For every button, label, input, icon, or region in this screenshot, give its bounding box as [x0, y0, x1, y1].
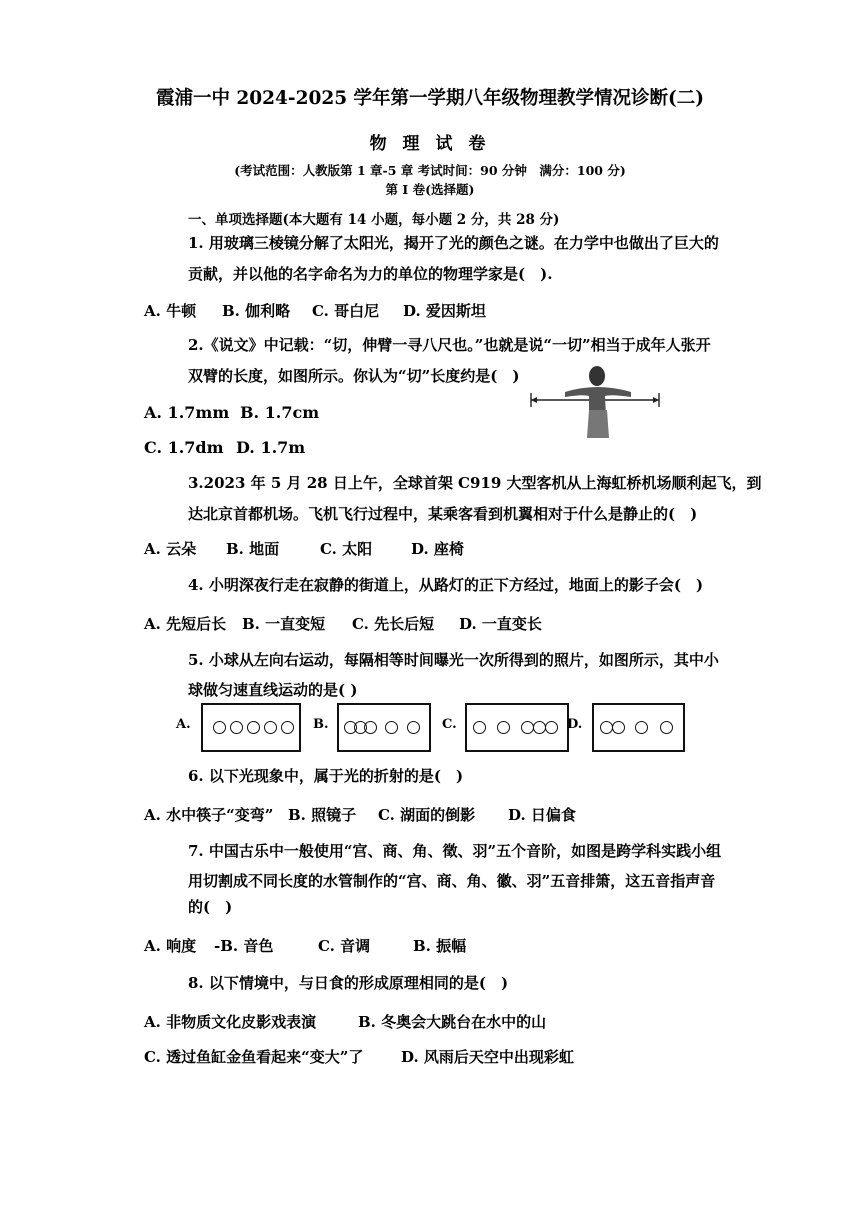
strip-d-label: D.	[567, 717, 583, 732]
motion-strip-a	[201, 703, 301, 752]
question-6-option-a: A. 水中筷子“变弯”	[144, 806, 274, 824]
question-6-option-b: B. 照镜子	[288, 806, 357, 824]
question-6-option-d: D. 日偏食	[508, 806, 576, 824]
question-7-line-1: 7. 中国古乐中一般使用“宫、商、角、徵、羽”五个音阶，如图是跨学科实践小组	[188, 842, 722, 860]
ball-icon	[364, 721, 377, 734]
motion-strip-c	[465, 703, 569, 752]
question-8-option-a: A. 非物质文化皮影戏表演	[144, 1013, 317, 1031]
motion-strip-d	[592, 703, 685, 752]
question-4-option-c: C. 先长后短	[352, 615, 435, 633]
section-heading: 一、单项选择题(本大题有 14 小题，每小题 2 分，共 28 分)	[188, 212, 560, 228]
ball-icon	[545, 721, 558, 734]
question-1-line-1: 1. 用玻璃三棱镜分解了太阳光，揭开了光的颜色之谜。在力学中也做出了巨大的	[188, 234, 719, 252]
question-2-option-d: D. 1.7m	[236, 438, 306, 457]
question-3-option-c: C. 太阳	[320, 540, 373, 558]
ball-icon	[473, 721, 486, 734]
question-3-option-b: B. 地面	[226, 540, 280, 558]
ball-icon	[612, 721, 625, 734]
question-7-option-b: -B. 音色	[214, 937, 274, 955]
question-4-line-1: 4. 小明深夜行走在寂静的街道上，从路灯的正下方经过，地面上的影子会( )	[188, 576, 704, 594]
strip-a-label: A.	[176, 717, 191, 732]
question-2-line-1: 2.《说文》中记载：“切，伸臂一寻八尺也。”也就是说“一切”相当于成年人张开	[188, 336, 711, 354]
strip-c-label: C.	[442, 717, 457, 732]
question-1-option-a: A. 牛顿	[144, 302, 197, 320]
question-1-option-d: D. 爱因斯坦	[403, 302, 486, 320]
ball-icon	[497, 721, 510, 734]
question-2-option-b: B. 1.7cm	[240, 403, 320, 422]
ball-icon	[635, 721, 648, 734]
strip-b-label: B.	[313, 717, 329, 732]
question-7-option-d: B. 振幅	[413, 937, 467, 955]
ball-icon	[264, 721, 277, 734]
ball-icon	[247, 721, 260, 734]
question-3-option-d: D. 座椅	[411, 540, 464, 558]
question-5-line-2: 球做匀速直线运动的是( )	[188, 681, 358, 699]
question-4-option-a: A. 先短后长	[144, 615, 227, 633]
question-2-line-2: 双臂的长度，如图所示。你认为“切”长度约是( )	[188, 367, 520, 385]
question-5-line-1: 5. 小球从左向右运动，每隔相等时间曝光一次所得到的照片，如图所示，其中小	[188, 651, 719, 669]
paper-subtitle: 物 理 试 卷	[369, 134, 491, 154]
question-8-line-1: 8. 以下情境中，与日食的形成原理相同的是( )	[188, 974, 509, 992]
motion-strip-b	[337, 703, 431, 752]
question-7-option-a: A. 响度	[144, 937, 197, 955]
question-4-option-b: B. 一直变短	[242, 615, 326, 633]
question-1-option-b: B. 伽利略	[222, 302, 291, 320]
ball-icon	[230, 721, 243, 734]
question-8-option-d: D. 风雨后天空中出现彩虹	[401, 1048, 574, 1066]
question-1-line-2: 贡献，并以他的名字命名为力的单位的物理学家是( ).	[188, 265, 553, 283]
question-6-option-c: C. 湖面的倒影	[378, 806, 476, 824]
question-3-line-1: 3.2023 年 5 月 28 日上午，全球首架 C919 大型客机从上海虹桥机场顺利起飞，到	[188, 474, 762, 492]
question-1-option-c: C. 哥白尼	[312, 302, 380, 320]
question-2-option-c: C. 1.7dm	[144, 438, 224, 457]
exam-scope: (考试范围：人教版第 1 章-5 章 考试时间：90 分钟 满分：100 分)	[234, 163, 626, 178]
ball-icon	[213, 721, 226, 734]
question-8-option-b: B. 冬奥会大跳台在水中的山	[358, 1013, 547, 1031]
ball-icon	[660, 721, 673, 734]
question-2-option-a: A. 1.7mm	[144, 403, 230, 422]
question-6-line-1: 6. 以下光现象中，属于光的折射的是( )	[188, 767, 464, 785]
question-7-line-2: 用切割成不同长度的水管制作的“宫、商、角、徽、羽”五音排箫，这五音指声音	[188, 872, 716, 890]
arms-spread-person-icon	[525, 362, 665, 442]
question-4-option-d: D. 一直变长	[459, 615, 542, 633]
page-title: 霞浦一中 2024-2025 学年第一学期八年级物理教学情况诊断(二)	[155, 88, 705, 109]
question-3-line-2: 达北京首都机场。飞机飞行过程中，某乘客看到机翼相对于什么是静止的( )	[188, 505, 698, 523]
ball-icon	[385, 721, 398, 734]
question-8-option-c: C. 透过鱼缸金鱼看起来“变大”了	[144, 1048, 364, 1066]
ball-icon	[407, 721, 420, 734]
part-heading: 第 I 卷(选择题)	[385, 182, 475, 197]
question-3-option-a: A. 云朵	[144, 540, 197, 558]
ball-icon	[281, 721, 294, 734]
question-7-line-3: 的( )	[188, 898, 233, 916]
question-7-option-c: C. 音调	[318, 937, 371, 955]
